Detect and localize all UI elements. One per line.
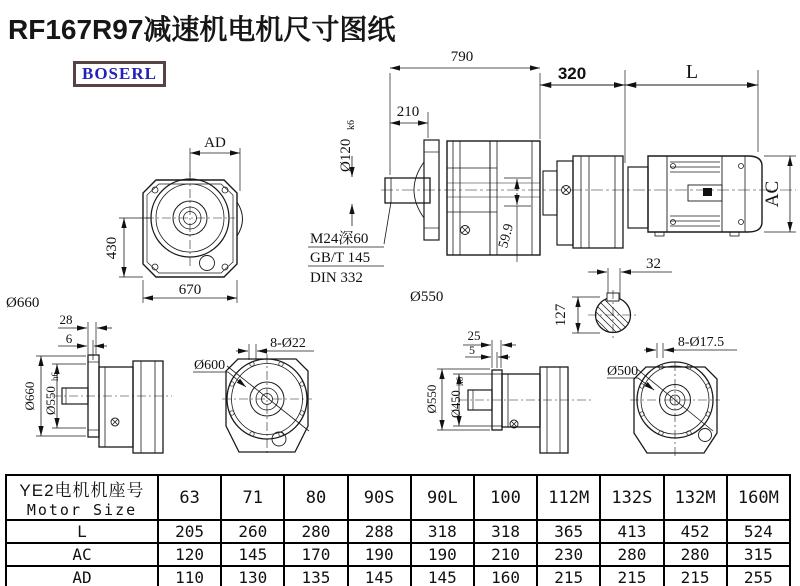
brand-logo-text: BOSERL <box>82 64 157 83</box>
bolt-icon <box>461 226 470 235</box>
table-cell: 318 <box>411 520 474 543</box>
main-view <box>308 68 796 375</box>
dim-550-spigot-label: Ø550 <box>43 386 58 415</box>
table-cell: 230 <box>537 543 600 566</box>
row-label: AC <box>6 543 158 566</box>
label-d660: Ø660 <box>6 295 40 311</box>
dim-25-label: 25 <box>467 328 481 343</box>
dim-790-label: 790 <box>450 49 474 65</box>
dim-550-label: Ø550 <box>410 289 444 305</box>
table-cell: 215 <box>537 566 600 586</box>
dim-ad-label: AD <box>204 135 226 151</box>
table-row <box>6 520 790 543</box>
dim-450-spigot-tol: h6 <box>455 377 465 386</box>
table-cell: 288 <box>348 520 411 543</box>
table-cell: 280 <box>664 543 727 566</box>
table-cell: 170 <box>284 543 347 566</box>
dim-od-550-label: Ø550 <box>424 384 439 414</box>
table-header-cn: YE2电机机座号 <box>19 481 145 500</box>
table-cell: 315 <box>727 543 790 566</box>
col-header: 100 <box>474 475 537 520</box>
dim-shaft-tol-label: k6 <box>346 120 357 130</box>
table-cell: 190 <box>348 543 411 566</box>
motor-size-table <box>5 474 791 586</box>
table-cell: 205 <box>158 520 221 543</box>
table-cell: 280 <box>284 520 347 543</box>
table-row <box>6 566 790 586</box>
table-row <box>6 543 790 566</box>
row-label: L <box>6 520 158 543</box>
dim-od-660-label: Ø660 <box>22 381 37 411</box>
table-header-en: Motor Size <box>26 501 138 519</box>
dim-670-label: 670 <box>178 282 202 298</box>
dim-ac-label: AC <box>762 180 783 208</box>
table-cell: 190 <box>411 543 474 566</box>
dim-500-label: Ø500 <box>607 364 639 379</box>
col-header: 112M <box>537 475 600 520</box>
table-cell: 260 <box>221 520 284 543</box>
table-cell: 215 <box>600 566 663 586</box>
table-cell: 452 <box>664 520 727 543</box>
table-cell: 145 <box>221 543 284 566</box>
table-cell: 110 <box>158 566 221 586</box>
table-cell: 255 <box>727 566 790 586</box>
table-corner-header <box>6 475 158 520</box>
col-header: 90S <box>348 475 411 520</box>
bolt-icon <box>562 186 571 195</box>
dim-8d17-label: 8-Ø17.5 <box>677 335 725 350</box>
col-header: 90L <box>411 475 474 520</box>
flange-face-view-500 <box>607 343 737 457</box>
col-header: 71 <box>221 475 284 520</box>
table-cell: 135 <box>284 566 347 586</box>
table-cell: 318 <box>474 520 537 543</box>
dim-430-label: 430 <box>104 236 120 260</box>
dim-8d22-label: 8-Ø22 <box>270 336 306 351</box>
standard-note-2: DIN 332 <box>310 270 363 286</box>
table-cell: 280 <box>600 543 663 566</box>
dim-320-label: 320 <box>557 64 587 83</box>
dim-127-label: 127 <box>553 303 569 327</box>
dim-L-label: L <box>685 61 699 83</box>
dim-600-label: Ø600 <box>194 358 226 373</box>
col-header: 160M <box>727 475 790 520</box>
col-header: 132S <box>600 475 663 520</box>
front-view <box>119 148 243 303</box>
dim-550-spigot-tol: h6 <box>50 372 60 381</box>
table-cell: 365 <box>537 520 600 543</box>
col-header: 80 <box>284 475 347 520</box>
table-cell: 413 <box>600 520 663 543</box>
dim-5-label: 5 <box>469 343 475 357</box>
table-cell: 210 <box>474 543 537 566</box>
bolt-icon <box>111 418 119 426</box>
dim-shaft-dia-label: Ø120 <box>338 138 354 172</box>
dim-key-width-label: 32 <box>646 256 661 272</box>
row-label: AD <box>6 566 158 586</box>
page-title: RF167R97减速机电机尺寸图纸 <box>8 14 396 45</box>
dim-210-label: 210 <box>396 104 420 120</box>
standard-note-1: GB/T 145 <box>310 250 371 266</box>
col-header: 63 <box>158 475 221 520</box>
dim-6-label: 6 <box>65 331 73 346</box>
dim-450-spigot-label: Ø450 <box>449 390 463 418</box>
col-header: 132M <box>664 475 727 520</box>
tap-hole-note: M24深60 <box>310 231 369 247</box>
dim-offset-label: 59.9 <box>496 222 518 250</box>
table-cell: 524 <box>727 520 790 543</box>
table-cell: 145 <box>348 566 411 586</box>
table-cell: 145 <box>411 566 474 586</box>
table-cell: 160 <box>474 566 537 586</box>
table-cell: 215 <box>664 566 727 586</box>
dim-28-label: 28 <box>59 312 73 327</box>
table-cell: 120 <box>158 543 221 566</box>
table-cell: 130 <box>221 566 284 586</box>
